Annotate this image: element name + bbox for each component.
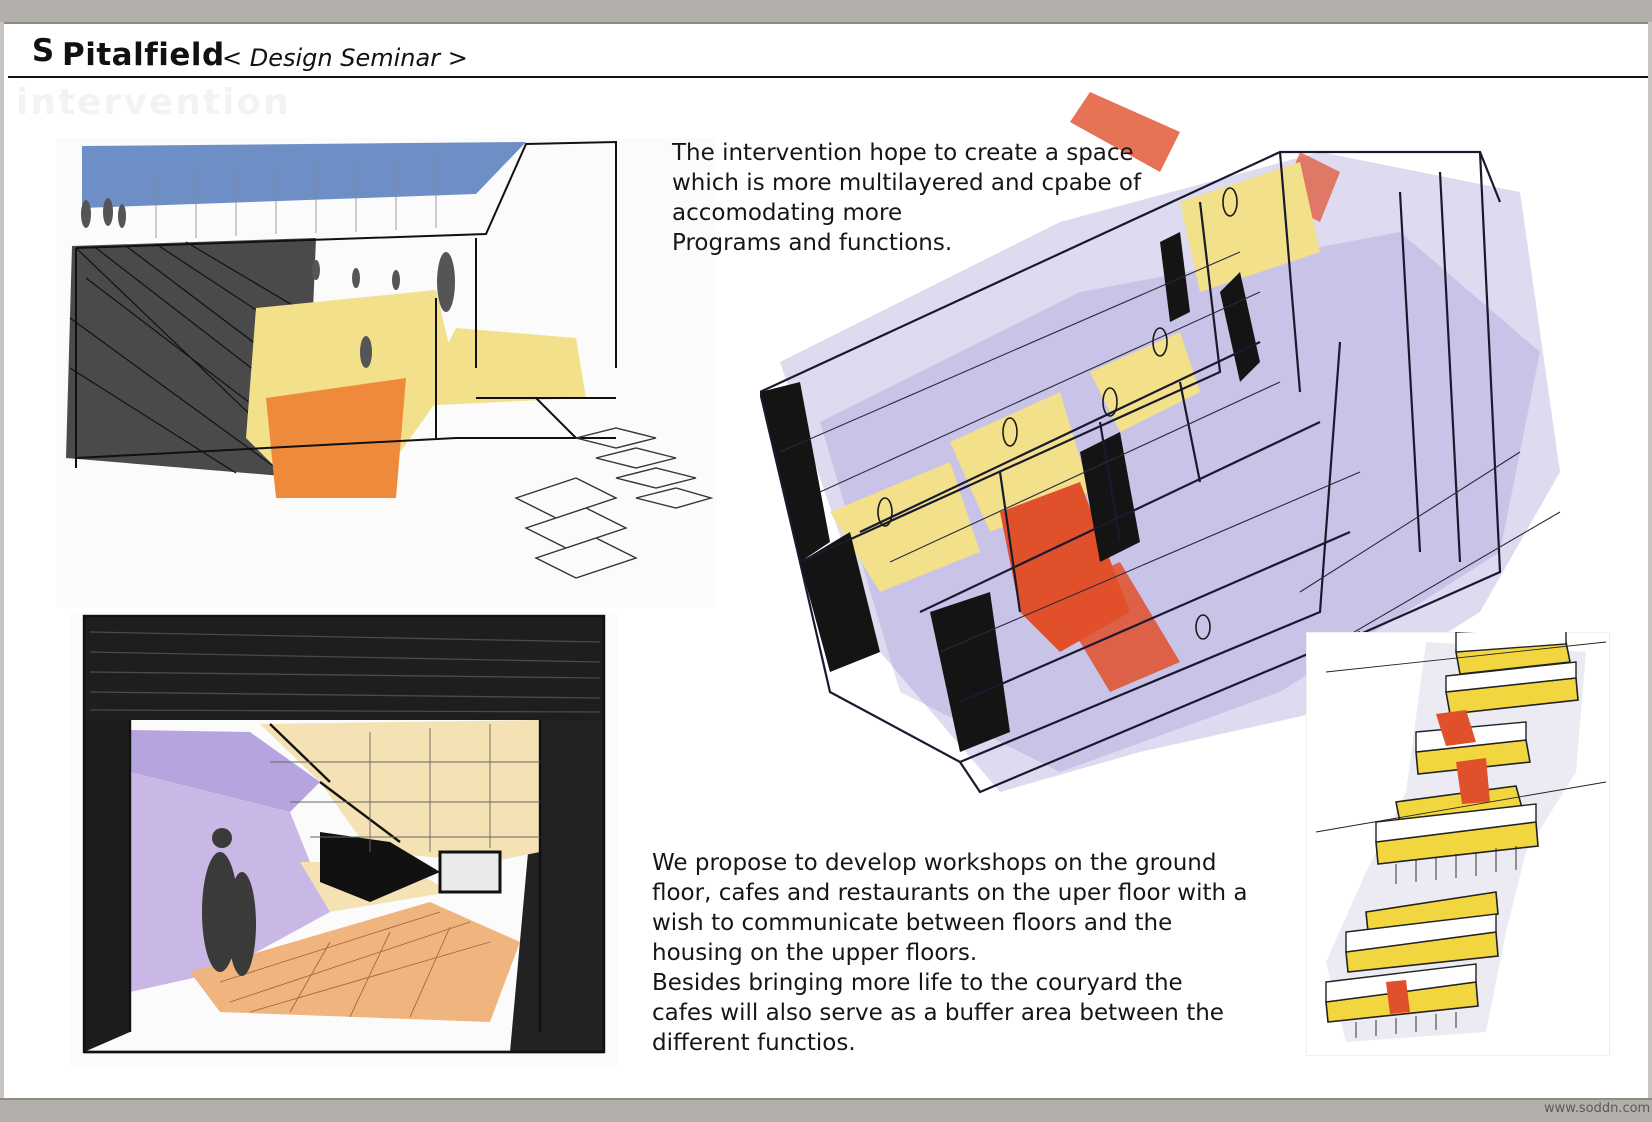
- proposal-line-5: Besides bringing more life to the couryard the: [652, 970, 1183, 996]
- proposal-paragraph: [652, 848, 1248, 1058]
- page-title: Pitalfield: [62, 37, 225, 73]
- page-header: [8, 28, 1648, 78]
- right-frame-edge: [1648, 22, 1652, 1098]
- proposal-line-7: different functios.: [652, 1030, 856, 1056]
- logo-letter: S: [31, 33, 55, 69]
- page-subtitle: < Design Seminar >: [222, 44, 468, 72]
- proposal-line-1: We propose to develop workshops on the ground: [652, 850, 1217, 876]
- proposal-line-2: floor, cafes and restaurants on the uper floor with a: [652, 880, 1248, 906]
- left-frame-edge: [0, 22, 4, 1098]
- sketch-stacked-units: [1306, 632, 1610, 1056]
- watermark-text: www.soddn.com: [1544, 1101, 1651, 1116]
- intro-line-1: The intervention hope to create a space: [672, 140, 1134, 166]
- intro-line-2: which is more multilayered and cpabe of: [672, 170, 1142, 196]
- sketch-interior-courtyard: [56, 138, 716, 608]
- intro-line-4: Programs and functions.: [672, 230, 953, 256]
- ghost-heading: intervention: [16, 82, 291, 123]
- top-frame-bar: [0, 0, 1652, 24]
- sketch-interior-gallery: [70, 612, 618, 1068]
- proposal-line-3: wish to communicate between floors and the: [652, 910, 1173, 936]
- intro-paragraph: [672, 138, 1141, 258]
- intro-line-3: accomodating more: [672, 200, 903, 226]
- proposal-line-4: housing on the upper floors.: [652, 940, 978, 966]
- bottom-frame-bar: [0, 1098, 1652, 1122]
- proposal-line-6: cafes will also serve as a buffer area between the: [652, 1000, 1224, 1026]
